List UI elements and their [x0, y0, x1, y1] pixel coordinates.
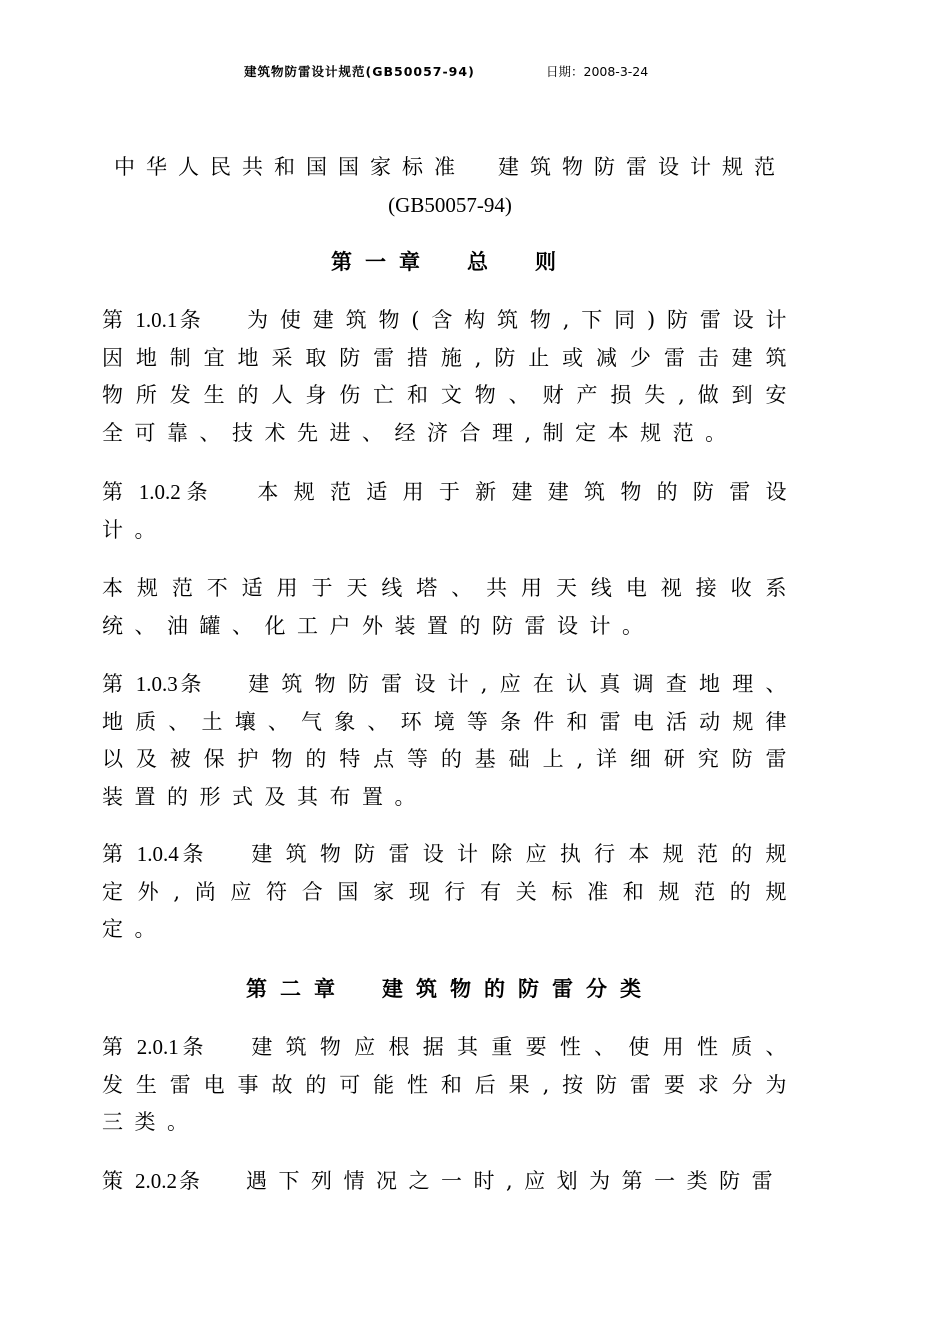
- article-label: 第 2.0.1条: [102, 1035, 206, 1059]
- article-text: 本规范适用于新建建筑物的防雷设计。: [102, 480, 799, 542]
- document-title: [100, 148, 800, 224]
- article-2-0-2: [102, 1163, 798, 1201]
- article-1-0-2-note: [102, 570, 798, 645]
- running-header: [0, 62, 950, 82]
- article-label: 策 2.0.2条: [102, 1169, 200, 1193]
- article-label: 第 1.0.4条: [102, 842, 206, 866]
- article-1-0-2: [102, 474, 798, 549]
- article-text: 本规范不适用于天线塔、共用天线电视接收系统、油罐、化工户外装置的防雷设计。: [102, 576, 798, 638]
- article-text: 建筑物防雷设计除应执行本规范的规定外,尚应符合国家现行有关标准和规范的规定。: [102, 842, 799, 941]
- article-label: 第 1.0.1条: [102, 308, 202, 332]
- chapter-heading-2: 第二章 建筑物的防雷分类: [246, 977, 654, 1001]
- article-2-0-1: [102, 1029, 798, 1142]
- article-1-0-1: [102, 302, 798, 452]
- header-date: 日期：2008-3-24: [546, 64, 649, 79]
- article-text: 建筑物应根据其重要性、使用性质、发生雷电事故的可能性和后果,按防雷要求分为三类。: [102, 1035, 799, 1134]
- article-1-0-3: [102, 666, 798, 816]
- article-text: 为使建筑物(含构筑物,下同)防雷设计因地制宜地采取防雷措施,防止或减少雷击建筑物所发生的人身伤亡和文物、财产损失,做到安全可靠、技术先进、经济合理,制定本规范。: [102, 308, 799, 445]
- document-title-line1: 中华人民共和国国家标准 建筑物防雷设计规范: [114, 155, 786, 179]
- chapter-heading-1: 第一章 总 则: [331, 250, 569, 274]
- article-label: 第 1.0.2条: [102, 480, 212, 504]
- article-text: 建筑物防雷设计,应在认真调查地理、地质、土壤、气象、环境等条件和雷电活动规律以及被保护物的特点等的基础上,详细研究防雷装置的形式及其布置。: [102, 672, 799, 809]
- header-doc-title: 建筑物防雷设计规范(GB50057-94): [244, 64, 475, 79]
- article-1-0-4: [102, 836, 798, 949]
- document-title-code: (GB50057-94): [388, 193, 512, 217]
- article-text: 遇下列情况之一时,应划为第一类防雷: [246, 1169, 785, 1193]
- article-label: 第 1.0.3条: [102, 672, 203, 696]
